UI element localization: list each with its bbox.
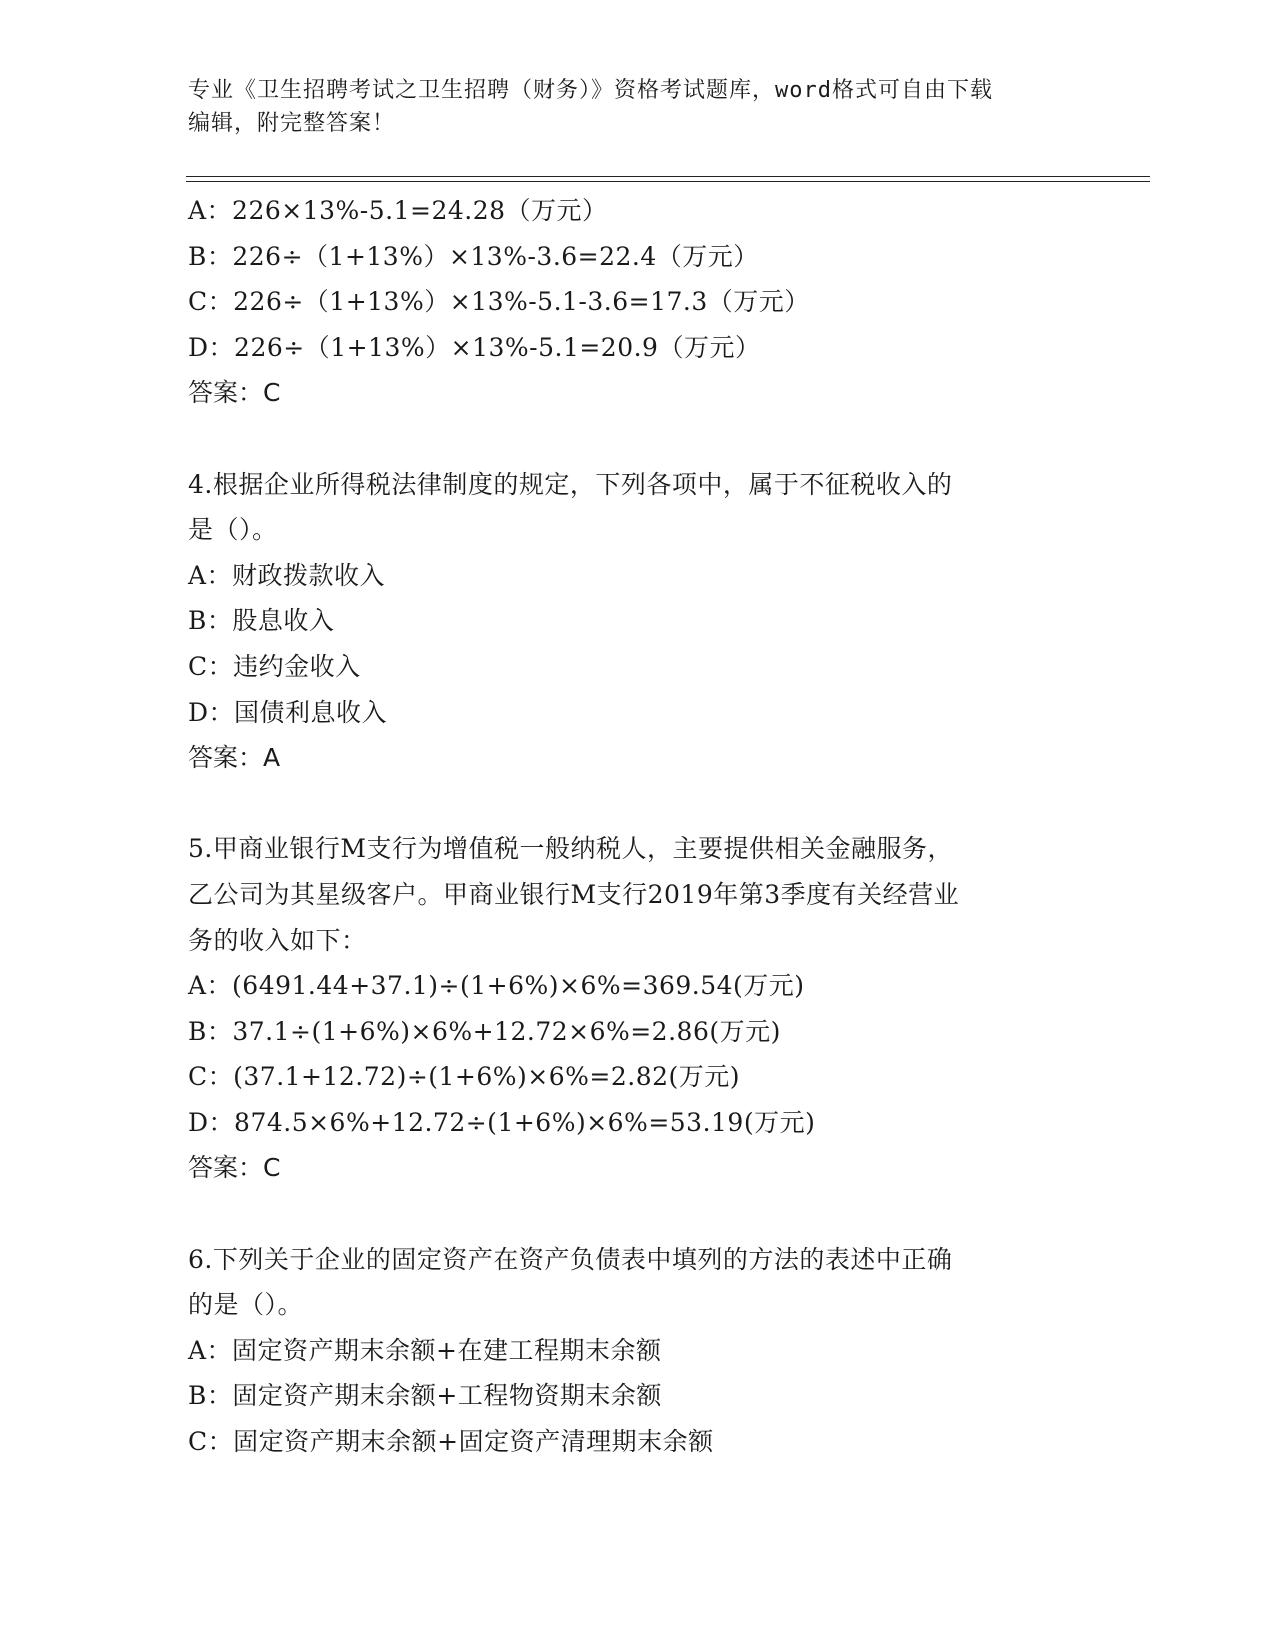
option-d: D：226÷（1+13%）×13%-5.1=20.9（万元）: [188, 332, 761, 362]
question-3: [188, 188, 1088, 416]
question-stem-line-2: 乙公司为其星级客户。甲商业银行M支行2019年第3季度有关经营业: [188, 879, 960, 909]
question-5: [188, 826, 1088, 1191]
option-d: D：国债利息收入: [188, 697, 388, 727]
question-stem-line-1: 5.甲商业银行M支行为增值税一般纳税人，主要提供相关金融服务，: [188, 834, 953, 864]
question-stem-line-1: 4.根据企业所得税法律制度的规定，下列各项中，属于不征税收入的: [188, 469, 953, 499]
option-b: B：37.1÷(1+6%)×6%+12.72×6%=2.86(万元): [188, 1016, 781, 1046]
option-a: A：226×13%-5.1=24.28（万元）: [188, 196, 608, 225]
answer-line: 答案：A: [188, 743, 281, 773]
answer-line: 答案：C: [188, 378, 281, 408]
question-6: [188, 1237, 1088, 1465]
option-c: C：226÷（1+13%）×13%-5.1-3.6=17.3（万元）: [188, 287, 810, 317]
header-rule-bottom: [186, 181, 1150, 182]
option-b: B：固定资产期末余额+工程物资期末余额: [188, 1381, 662, 1411]
option-b: B：股息收入: [188, 606, 335, 636]
answer-line: 答案：C: [188, 1153, 281, 1183]
spacer: [188, 1191, 1088, 1237]
question-list: [188, 188, 1088, 1465]
question-stem-line-3: 务的收入如下：: [188, 925, 367, 955]
option-d: D：874.5×6%+12.72÷(1+6%)×6%=53.19(万元): [188, 1107, 816, 1137]
question-4: [188, 462, 1088, 781]
spacer: [188, 781, 1088, 827]
header-line-2: 编辑，附完整答案！: [188, 111, 396, 136]
option-a: A：(6491.44+37.1)÷(1+6%)×6%=369.54(万元): [188, 971, 805, 1001]
option-c: C：固定资产期末余额+固定资产清理期末余额: [188, 1427, 714, 1457]
header-line-1: 专业《卫生招聘考试之卫生招聘（财务）》资格考试题库，word格式可自由下载: [188, 78, 993, 103]
option-a: A：财政拨款收入: [188, 560, 386, 590]
question-stem-line-1: 6.下列关于企业的固定资产在资产负债表中填列的方法的表述中正确: [188, 1244, 953, 1274]
option-c: C：违约金收入: [188, 651, 361, 681]
option-a: A：固定资产期末余额+在建工程期末余额: [188, 1335, 662, 1365]
header-rule-top: [186, 176, 1150, 177]
question-stem-line-2: 是（）。: [188, 515, 278, 545]
option-c: C：(37.1+12.72)÷(1+6%)×6%=2.82(万元): [188, 1062, 741, 1092]
option-b: B：226÷（1+13%）×13%-3.6=22.4（万元）: [188, 241, 759, 271]
document-header: [188, 74, 1068, 140]
question-stem-line-2: 的是（）。: [188, 1290, 304, 1320]
spacer: [188, 416, 1088, 462]
